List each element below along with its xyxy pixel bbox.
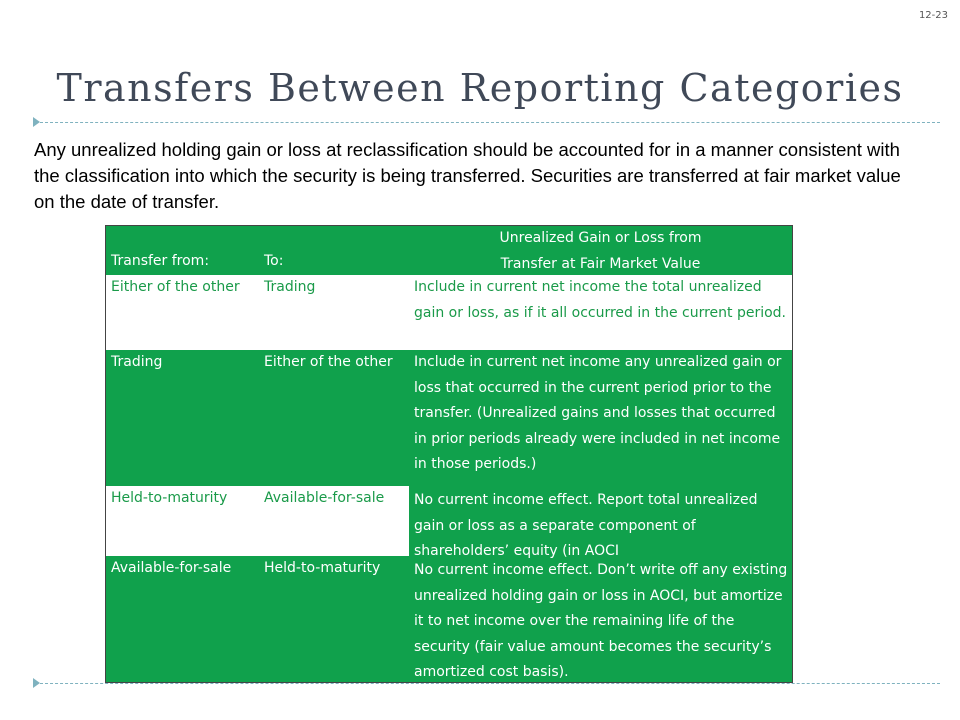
row-transfer-from: Held-to-maturity <box>111 490 228 506</box>
header-effect-line1: Unrealized Gain or Loss from <box>499 230 702 246</box>
table-row <box>106 486 792 559</box>
row-transfer-to: Held-to-maturity <box>264 560 381 576</box>
footer-divider <box>40 683 940 684</box>
table-header-row <box>106 226 792 275</box>
row-transfer-to: Either of the other <box>264 354 393 370</box>
row-effect: No current income effect. Don’t write off any existing unrealized holding gain or loss in AOCI, but amortize it to net income over the remaining life of the security (fair value amount becomes the security’s amortized cost basis). <box>414 562 788 680</box>
row-effect: Include in current net income any unrealized gain or loss that occurred in the current period prior to the transfer. (Unrealized gains and losses that occurred in prior periods already were included in net income in those periods.) <box>414 354 782 472</box>
header-effect <box>409 226 792 275</box>
title-divider <box>40 122 940 123</box>
row-transfer-to: Trading <box>264 279 316 295</box>
table-row <box>106 350 792 486</box>
row-effect: Include in current net income the total unrealized gain or loss, as if it all occurred in the current period. <box>414 279 787 321</box>
row-transfer-from: Available-for-sale <box>111 560 232 576</box>
row-transfer-from: Either of the other <box>111 279 240 295</box>
row-transfer-to: Available-for-sale <box>264 490 385 506</box>
divider-arrow-icon <box>33 678 40 688</box>
intro-paragraph: Any unrealized holding gain or loss at reclassification should be accounted for in a manner consistent with the classification into which the security is being transferred. Securities are transferred at fair market value on the date of transfer. <box>34 139 901 212</box>
table-row <box>106 556 792 682</box>
header-to: To: <box>264 253 284 269</box>
divider-arrow-icon <box>33 117 40 127</box>
header-transfer-from: Transfer from: <box>111 253 210 269</box>
row-effect: No current income effect. Report total unrealized gain or loss as a separate component of shareholders’ equity (in AOCI <box>409 486 792 556</box>
row-transfer-from: Trading <box>111 354 163 370</box>
transfer-table <box>105 225 793 683</box>
table-row <box>106 275 792 350</box>
slide-title: Transfers Between Reporting Categories <box>56 66 904 110</box>
slide-number: 12-23 <box>918 10 948 21</box>
header-effect-line2: Transfer at Fair Market Value <box>500 255 701 272</box>
